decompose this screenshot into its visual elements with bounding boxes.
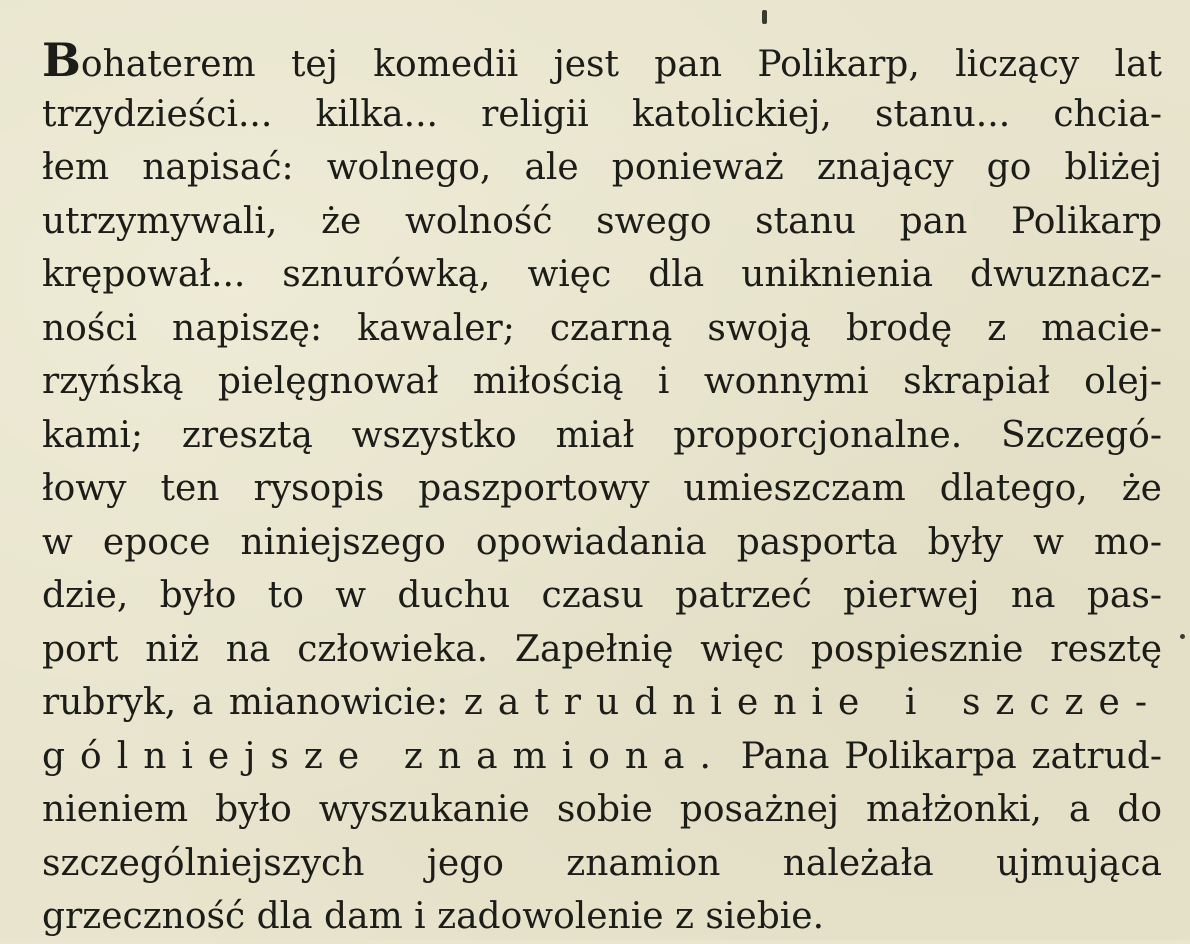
text-line: w epoce niniejszego opowiadania pasporta były w mo- xyxy=(42,521,1162,563)
line-text: Pana Polikarpa zatrud- xyxy=(725,735,1162,777)
text-line xyxy=(42,34,1162,88)
text-line: grzeczność dla dam i zadowolenie z siebie. xyxy=(42,896,825,937)
initial-letter: B xyxy=(42,33,81,87)
paragraph xyxy=(42,34,1162,944)
ink-speck xyxy=(1180,634,1185,639)
line-text: ohaterem tej komedii jest pan Polikarp, liczący lat xyxy=(80,44,1162,85)
text-line: rzyńską pielęgnował miłością i wonnymi skrapiał olej- xyxy=(42,361,1162,402)
text-line: trzydzieści... kilka... religii katolickiej, stanu... chcia- xyxy=(42,93,1162,135)
text-line: utrzymywali, że wolność swego stanu pan Polikarp xyxy=(42,200,1162,242)
text-line: dzie, było to w duchu czasu patrzeć pierwej na pas- xyxy=(42,575,1162,616)
text-line: nieniem było wyszukanie sobie posażnej małżonki, a do xyxy=(42,789,1162,830)
text-line xyxy=(42,676,1162,730)
text-line: port niż na człowieka. Zapełnię więc pospiesznie resztę xyxy=(42,628,1162,670)
text-line: kami; zresztą wszystko miał proporcjonalne. Szczegó- xyxy=(42,414,1162,456)
text-line: krępował... sznurówką, więc dla uniknienia dwuznacz- xyxy=(42,254,1162,295)
ink-speck xyxy=(762,10,767,24)
line-text: rubryk, a mianowicie: xyxy=(42,682,464,723)
text-line: łowy ten rysopis paszportowy umieszczam dlatego, że xyxy=(42,468,1162,509)
text-line xyxy=(42,730,1162,784)
text-line: łem napisać: wolnego, ale ponieważ znający go bliżej xyxy=(42,147,1162,188)
text-line: ności napiszę: kawaler; czarną swoją brodę z macie- xyxy=(42,307,1162,349)
text-line: szczególniejszych jego znamion należała ujmująca xyxy=(42,842,1162,884)
spaced-emphasis: gólniejsze znamiona. xyxy=(42,735,726,777)
spaced-emphasis: zatrudnienie i szcze- xyxy=(463,682,1162,723)
